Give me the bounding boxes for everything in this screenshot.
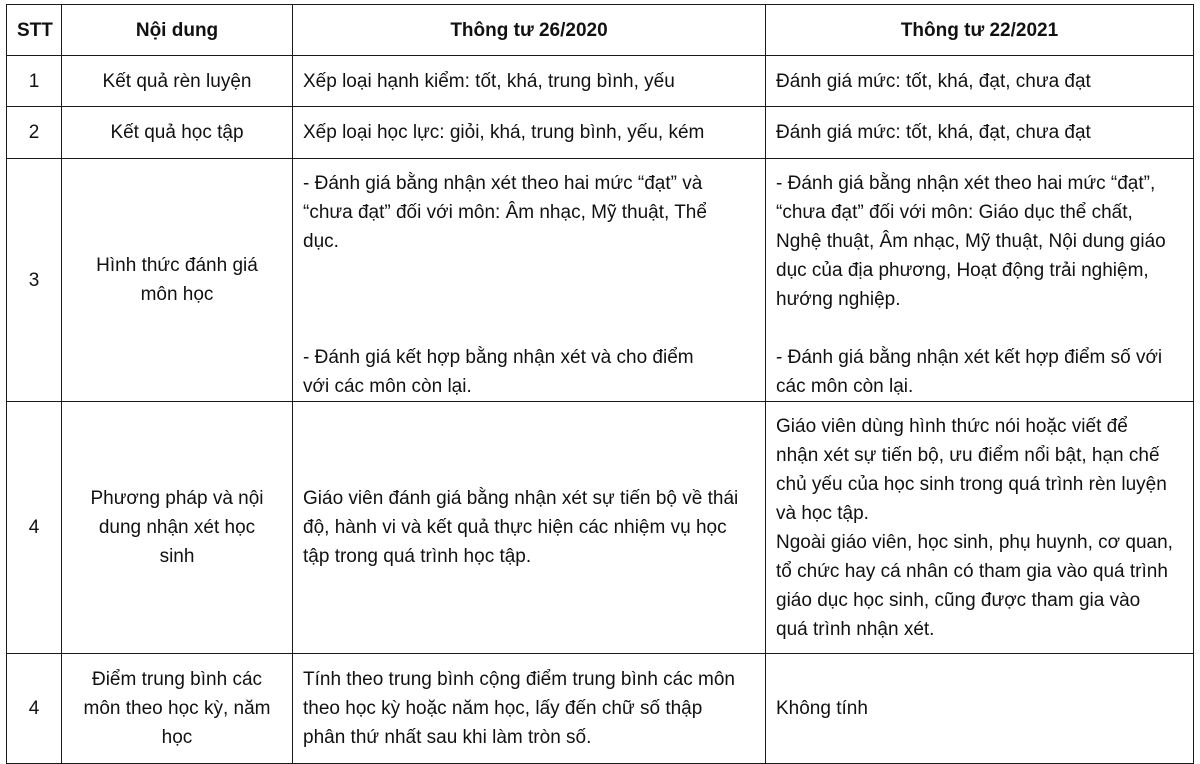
cell-content: Kết quả học tập [62, 107, 293, 159]
header-content: Nội dung [62, 5, 293, 56]
cell-content [62, 654, 293, 764]
cell-tt22: Đánh giá mức: tốt, khá, đạt, chưa đạt [766, 56, 1194, 107]
cell-stt: 1 [7, 56, 62, 107]
cell-tt26: Xếp loại học lực: giỏi, khá, trung bình, yếu, kém [293, 107, 766, 159]
tt26-paragraph-2: - Đánh giá kết hợp bằng nhận xét và cho điểm với các môn còn lại. [303, 347, 694, 397]
tt26-paragraph-1: - Đánh giá bằng nhận xét theo hai mức “đạt” và “chưa đạt” đối với môn: Âm nhạc, Mỹ thuật, Thể dục. [303, 173, 707, 252]
comparison-table [6, 4, 1194, 764]
table-row [7, 402, 1194, 654]
cell-stt: 3 [7, 159, 62, 402]
cell-tt22 [766, 159, 1194, 402]
tt22-paragraph-1: - Đánh giá bằng nhận xét theo hai mức “đạt”, “chưa đạt” đối với môn: Giáo dục thể chất, Nghệ thuật, Âm nhạc, Mỹ thuật, Nội dung giáo dục của địa phương, Hoạt động trải nghiệm, hướng nghiệp. [776, 173, 1166, 310]
cell-stt: 2 [7, 107, 62, 159]
table-row [7, 654, 1194, 764]
cell-tt26: Giáo viên đánh giá bằng nhận xét sự tiến bộ về thái độ, hành vi và kết quả thực hiện các nhiệm vụ học tập trong quá trình học tập. [293, 402, 766, 654]
table-header-row [7, 5, 1194, 56]
cell-tt22 [766, 402, 1194, 654]
cell-tt22: Không tính [766, 654, 1194, 764]
cell-stt: 4 [7, 654, 62, 764]
cell-content-text: Điểm trung bình các môn theo học kỳ, năm học [83, 669, 271, 748]
header-stt: STT [7, 5, 62, 56]
cell-content [62, 159, 293, 402]
cell-tt26: Tính theo trung bình cộng điểm trung bình các môn theo học kỳ hoặc năm học, lấy đến chữ số thập phân thứ nhất sau khi làm tròn số. [293, 654, 766, 764]
header-tt22: Thông tư 22/2021 [766, 5, 1194, 56]
table-row [7, 107, 1194, 159]
cell-content-text: Phương pháp và nội dung nhận xét học sinh [90, 488, 264, 567]
cell-content-text: Hình thức đánh giá môn học [96, 255, 258, 305]
table-row [7, 56, 1194, 107]
cell-stt: 4 [7, 402, 62, 654]
cell-content [62, 402, 293, 654]
cell-tt22: Đánh giá mức: tốt, khá, đạt, chưa đạt [766, 107, 1194, 159]
tt22-paragraph-2: Ngoài giáo viên, học sinh, phụ huynh, cơ quan, tổ chức hay cá nhân có tham gia vào quá trình giáo dục học sinh, cũng được tham gia vào quá trình nhận xét. [776, 531, 1173, 640]
tt22-paragraph-2: - Đánh giá bằng nhận xét kết hợp điểm số với các môn còn lại. [776, 347, 1163, 397]
cell-tt26: Xếp loại hạnh kiểm: tốt, khá, trung bình, yếu [293, 56, 766, 107]
header-tt26: Thông tư 26/2020 [293, 5, 766, 56]
cell-content: Kết quả rèn luyện [62, 56, 293, 107]
table-row [7, 159, 1194, 402]
cell-tt26 [293, 159, 766, 402]
tt22-paragraph-1: Giáo viên dùng hình thức nói hoặc viết để nhận xét sự tiến bộ, ưu điểm nổi bật, hạn chế chủ yếu của học sinh trong quá trình rèn luyện và học tập. [776, 415, 1167, 524]
